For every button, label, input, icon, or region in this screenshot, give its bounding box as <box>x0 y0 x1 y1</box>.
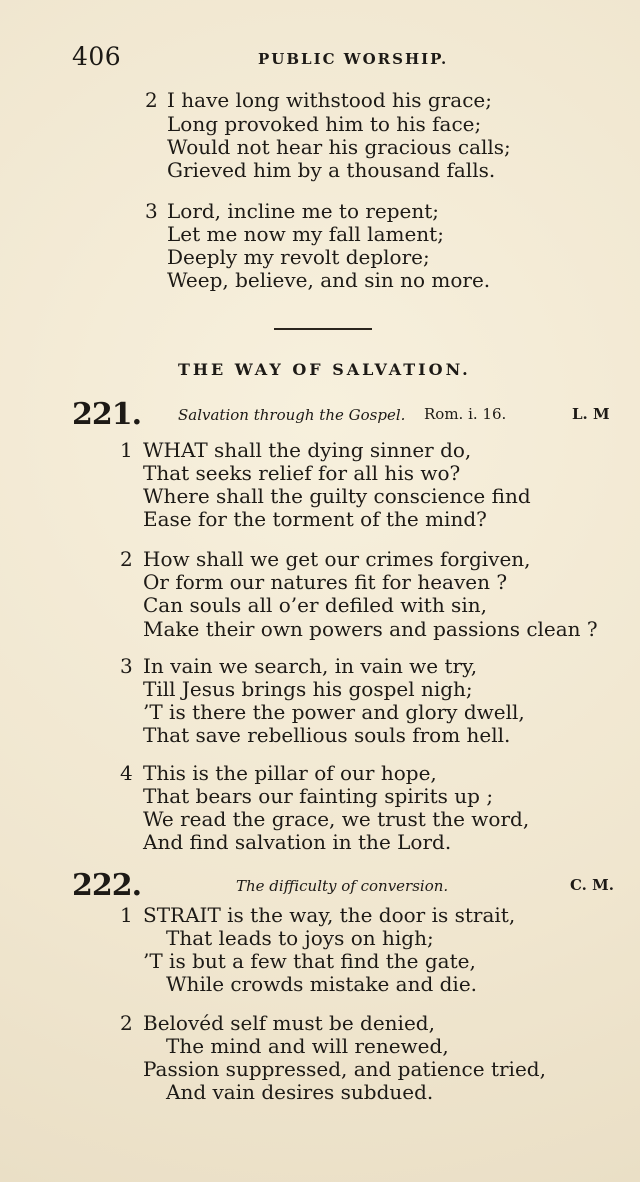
verse-line: Let me now my fall lament; <box>167 222 444 246</box>
meter: L. M <box>572 405 610 423</box>
verse-line: That leads to joys on high; <box>166 926 434 950</box>
verse-line: How shall we get our crimes forgiven, <box>143 547 531 571</box>
verse-line: Weep, believe, and sin no more. <box>167 268 491 292</box>
verse-line: Belovéd self must be denied, <box>143 1011 435 1035</box>
hymn-title: Salvation through the Gospel. <box>178 406 406 424</box>
page-header <box>72 42 592 78</box>
page-number: 406 <box>72 42 122 71</box>
verse-line: While crowds mistake and die. <box>166 972 478 996</box>
verse-line: Ease for the torment of the mind? <box>143 507 487 531</box>
verse-line: Where shall the guilty conscience find <box>143 484 531 508</box>
verse-line: ’T is but a few that find the gate, <box>143 949 476 973</box>
verse-number: 4 <box>120 761 133 785</box>
verse-number: 2 <box>145 88 158 112</box>
meter: C. M. <box>570 876 614 894</box>
verse-line: The mind and will renewed, <box>166 1034 449 1058</box>
verse-line: Or form our natures fit for heaven ? <box>143 570 508 594</box>
verse-line: Would not hear his gracious calls; <box>167 135 511 159</box>
verse-line: That save rebellious souls from hell. <box>143 723 511 747</box>
hymn-221-header <box>72 397 620 432</box>
hymn-number: 222. <box>72 868 142 903</box>
verse-line: That seeks relief for all his wo? <box>143 461 461 485</box>
verse-line: And find salvation in the Lord. <box>143 830 452 854</box>
verse-line: ’T is there the power and glory dwell, <box>143 700 525 724</box>
verse-number: 2 <box>120 547 133 571</box>
verse-line: Passion suppressed, and patience tried, <box>143 1057 546 1081</box>
section-divider <box>274 328 372 330</box>
verse-line: Deeply my revolt deplore; <box>167 245 430 269</box>
verse-line: Can souls all o’er defiled with sin, <box>143 593 487 617</box>
verse-number: 1 <box>120 903 133 927</box>
verse-number: 1 <box>120 438 133 462</box>
verse-line: In vain we search, in vain we try, <box>143 654 478 678</box>
verse-line: Make their own powers and passions clean ? <box>143 617 598 641</box>
verse-line: STRAIT is the way, the door is strait, <box>143 903 516 927</box>
hymn-title: The difficulty of conversion. <box>236 877 449 895</box>
verse-line: Grieved him by a thousand falls. <box>167 158 496 182</box>
verse-number: 3 <box>145 199 158 223</box>
verse-line: And vain desires subdued. <box>166 1080 434 1104</box>
hymn-number: 221. <box>72 397 142 432</box>
verse-line: Lord, incline me to repent; <box>167 199 440 223</box>
verse-line: WHAT shall the dying sinner do, <box>143 438 472 462</box>
verse-line: Long provoked him to his face; <box>167 112 482 136</box>
section-heading: THE WAY OF SALVATION. <box>178 360 471 379</box>
verse-line: That bears our fainting spirits up ; <box>143 784 494 808</box>
verse-line: Till Jesus brings his gospel nigh; <box>143 677 473 701</box>
verse-number: 3 <box>120 654 133 678</box>
scripture-reference: Rom. i. 16. <box>424 405 507 423</box>
verse-line: We read the grace, we trust the word, <box>143 807 530 831</box>
verse-line: I have long withstood his grace; <box>167 88 492 112</box>
verse-line: This is the pillar of our hope, <box>143 761 437 785</box>
hymn-222-header <box>72 868 620 903</box>
verse-number: 2 <box>120 1011 133 1035</box>
running-head: PUBLIC WORSHIP. <box>258 50 449 68</box>
